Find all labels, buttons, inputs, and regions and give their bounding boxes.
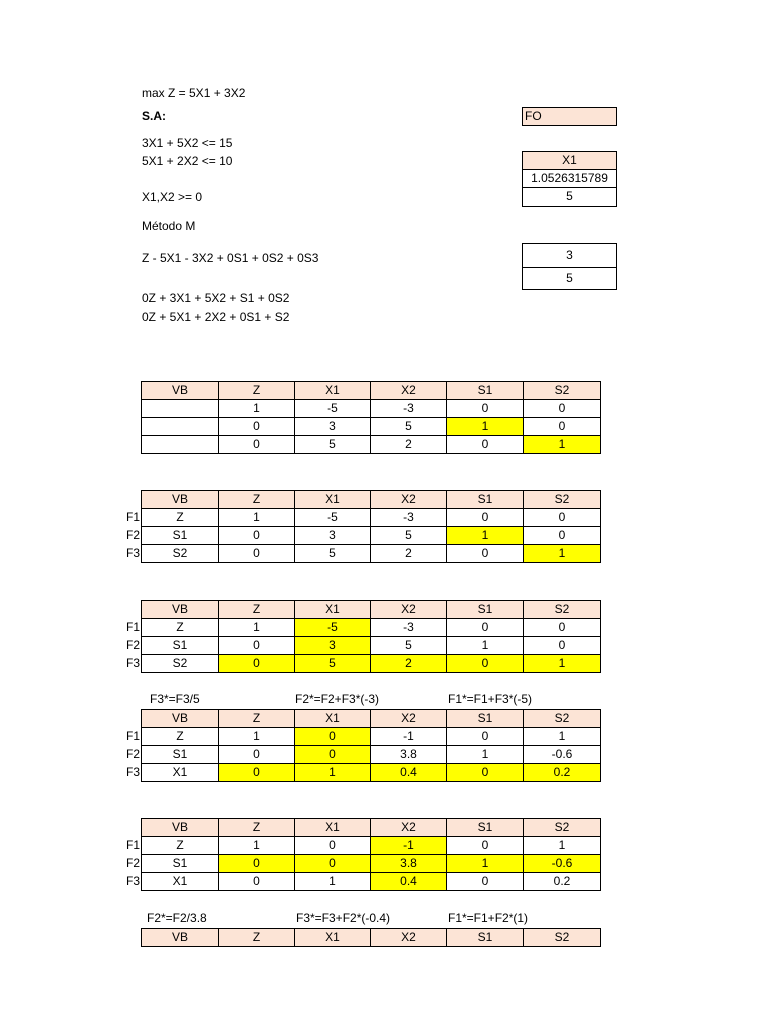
column-header[interactable]: S1 xyxy=(447,601,524,619)
table-cell[interactable]: S1 xyxy=(142,746,219,764)
table-cell[interactable]: 1 xyxy=(447,527,524,545)
x1-second-value-cell[interactable]: 5 xyxy=(522,187,617,207)
column-header[interactable]: VB xyxy=(142,710,219,728)
column-header[interactable]: VB xyxy=(142,382,219,400)
table-cell[interactable]: 1 xyxy=(295,873,371,891)
table-cell[interactable]: 0 xyxy=(524,619,601,637)
table-cell[interactable]: 0 xyxy=(447,837,524,855)
table-cell[interactable]: 0 xyxy=(219,655,295,673)
table-cell[interactable]: 2 xyxy=(371,655,447,673)
row-label: F1 xyxy=(125,729,140,743)
column-header[interactable]: X2 xyxy=(371,601,447,619)
table-cell[interactable]: 0 xyxy=(295,855,371,873)
column-header[interactable]: X2 xyxy=(371,710,447,728)
constraint-2: 5X1 + 2X2 <= 10 xyxy=(142,154,233,168)
table-cell[interactable]: -1 xyxy=(371,728,447,746)
simplex-table xyxy=(141,381,601,454)
subject-to-label: S.A: xyxy=(142,109,166,123)
table-cell[interactable]: Z xyxy=(142,837,219,855)
table-cell[interactable]: 0 xyxy=(295,837,371,855)
operation-note: F3*=F3+F2*(-0.4) xyxy=(296,911,391,925)
column-header[interactable]: Z xyxy=(219,382,295,400)
table-cell[interactable]: 0 xyxy=(524,509,601,527)
table-cell[interactable]: -3 xyxy=(371,619,447,637)
table-cell[interactable]: 3.8 xyxy=(371,746,447,764)
table-cell[interactable]: 0 xyxy=(219,855,295,873)
table-cell[interactable]: 0 xyxy=(295,728,371,746)
simplex-table xyxy=(141,600,601,673)
column-header[interactable]: S1 xyxy=(447,819,524,837)
table-cell[interactable]: -1 xyxy=(371,837,447,855)
table-cell[interactable]: 5 xyxy=(295,655,371,673)
table-cell[interactable]: 0 xyxy=(447,400,524,418)
table-cell[interactable]: 1 xyxy=(219,509,295,527)
table-cell[interactable]: -0.6 xyxy=(524,855,601,873)
table-cell[interactable]: X1 xyxy=(142,873,219,891)
table-cell[interactable]: X1 xyxy=(142,764,219,782)
table-cell[interactable]: -5 xyxy=(295,509,371,527)
table-cell[interactable]: 3 xyxy=(295,418,371,436)
table-header-row xyxy=(142,710,601,728)
table-cell[interactable]: -0.6 xyxy=(524,746,601,764)
column-header[interactable]: X2 xyxy=(371,491,447,509)
table-row xyxy=(142,509,601,527)
table-cell[interactable] xyxy=(142,418,219,436)
column-header[interactable]: X2 xyxy=(371,929,447,947)
table-row xyxy=(142,837,601,855)
table-cell[interactable]: Z xyxy=(142,619,219,637)
column-header[interactable]: X1 xyxy=(295,382,371,400)
row-label: F2 xyxy=(125,638,140,652)
table-cell[interactable]: S1 xyxy=(142,855,219,873)
operation-note: F3*=F3/5 xyxy=(150,692,200,706)
table-row xyxy=(142,545,601,563)
table-cell[interactable]: 1 xyxy=(447,637,524,655)
table-cell[interactable] xyxy=(142,436,219,454)
simplex-table xyxy=(141,490,601,563)
table-cell[interactable]: -3 xyxy=(371,400,447,418)
column-header[interactable]: X2 xyxy=(371,819,447,837)
nonnegativity-constraint: X1,X2 >= 0 xyxy=(142,190,203,204)
table-cell[interactable]: 5 xyxy=(295,436,371,454)
result-cell-2[interactable]: 5 xyxy=(522,267,617,290)
table-cell[interactable]: 0 xyxy=(524,637,601,655)
table-cell[interactable]: 0 xyxy=(219,436,295,454)
column-header[interactable]: Z xyxy=(219,819,295,837)
table-cell[interactable]: 0 xyxy=(219,637,295,655)
table-cell[interactable]: 5 xyxy=(295,545,371,563)
simplex-table xyxy=(141,818,601,891)
result-cell-1[interactable]: 3 xyxy=(522,243,617,268)
table-row xyxy=(142,855,601,873)
column-header[interactable]: S1 xyxy=(447,710,524,728)
table-cell[interactable]: 1 xyxy=(524,436,601,454)
table-row xyxy=(142,873,601,891)
column-header[interactable]: S1 xyxy=(447,382,524,400)
table-header-row xyxy=(142,382,601,400)
simplex-table xyxy=(141,709,601,782)
table-cell[interactable]: 1 xyxy=(219,619,295,637)
table-cell[interactable]: 0 xyxy=(219,418,295,436)
row-label: F3 xyxy=(125,874,140,888)
column-header[interactable]: VB xyxy=(142,491,219,509)
table-row xyxy=(142,400,601,418)
table-cell[interactable]: 5 xyxy=(371,637,447,655)
objective-text: max Z = 5X1 + 3X2 xyxy=(142,86,246,100)
table-row xyxy=(142,728,601,746)
table-cell[interactable]: 0 xyxy=(447,545,524,563)
table-cell[interactable]: 1 xyxy=(295,764,371,782)
table-row xyxy=(142,637,601,655)
column-header[interactable]: S2 xyxy=(524,710,601,728)
table-row xyxy=(142,655,601,673)
x1-header-cell[interactable]: X1 xyxy=(522,151,617,170)
table-row xyxy=(142,436,601,454)
table-cell[interactable]: 0 xyxy=(524,400,601,418)
table-cell[interactable]: -5 xyxy=(295,400,371,418)
column-header[interactable]: S2 xyxy=(524,819,601,837)
table-cell[interactable]: 1 xyxy=(219,728,295,746)
table-cell[interactable]: 1 xyxy=(524,728,601,746)
table-cell[interactable]: -5 xyxy=(295,619,371,637)
table-cell[interactable]: 0 xyxy=(524,527,601,545)
table-cell[interactable]: 1 xyxy=(524,545,601,563)
table-cell[interactable]: 1 xyxy=(447,855,524,873)
table-header-row xyxy=(142,491,601,509)
column-header[interactable]: Z xyxy=(219,929,295,947)
simplex-table xyxy=(141,928,601,947)
table-cell[interactable]: 0 xyxy=(219,764,295,782)
table-cell[interactable]: 2 xyxy=(371,545,447,563)
table-cell[interactable]: 1 xyxy=(219,400,295,418)
column-header[interactable]: Z xyxy=(219,601,295,619)
row-label: F3 xyxy=(125,765,140,779)
table-row xyxy=(142,527,601,545)
table-cell[interactable]: 1 xyxy=(447,418,524,436)
fo-cell[interactable]: FO xyxy=(522,107,617,126)
table-cell[interactable]: 1 xyxy=(524,837,601,855)
table-cell[interactable]: 0 xyxy=(295,746,371,764)
table-cell[interactable]: 5 xyxy=(371,527,447,545)
column-header[interactable]: S2 xyxy=(524,491,601,509)
table-cell[interactable]: S1 xyxy=(142,527,219,545)
column-header[interactable]: X1 xyxy=(295,929,371,947)
row-label: F3 xyxy=(125,656,140,670)
constraint-1: 3X1 + 5X2 <= 15 xyxy=(142,136,233,150)
table-cell[interactable]: 0.2 xyxy=(524,873,601,891)
column-header[interactable]: X1 xyxy=(295,601,371,619)
table-cell[interactable]: 0.4 xyxy=(371,764,447,782)
row-label: F2 xyxy=(125,856,140,870)
table-cell[interactable]: 1 xyxy=(447,746,524,764)
table-header-row xyxy=(142,929,601,947)
table-row xyxy=(142,764,601,782)
table-cell[interactable]: S2 xyxy=(142,655,219,673)
table-cell[interactable]: 0 xyxy=(447,764,524,782)
equation-1: 0Z + 3X1 + 5X2 + S1 + 0S2 xyxy=(142,291,290,305)
column-header[interactable]: Z xyxy=(219,491,295,509)
column-header[interactable]: S2 xyxy=(524,929,601,947)
table-row xyxy=(142,418,601,436)
table-cell[interactable]: 0 xyxy=(219,746,295,764)
table-cell[interactable]: Z xyxy=(142,509,219,527)
operation-note: F2*=F2+F3*(-3) xyxy=(295,692,380,706)
table-cell[interactable]: 0.2 xyxy=(524,764,601,782)
operation-note: F1*=F1+F2*(1) xyxy=(448,911,529,925)
table-cell[interactable]: 0 xyxy=(447,728,524,746)
z-equation: Z - 5X1 - 3X2 + 0S1 + 0S2 + 0S3 xyxy=(142,251,319,265)
table-cell[interactable]: 2 xyxy=(371,436,447,454)
column-header[interactable]: X1 xyxy=(295,819,371,837)
column-header[interactable]: VB xyxy=(142,601,219,619)
operation-note: F1*=F1+F3*(-5) xyxy=(448,692,533,706)
row-label: F1 xyxy=(125,620,140,634)
table-row xyxy=(142,619,601,637)
table-cell[interactable]: 0 xyxy=(447,509,524,527)
row-label: F2 xyxy=(125,747,140,761)
table-cell[interactable]: 3 xyxy=(295,637,371,655)
table-cell[interactable]: 0 xyxy=(447,436,524,454)
method-label: Método M xyxy=(142,219,196,233)
x1-value-cell[interactable]: 1.0526315789 xyxy=(522,169,617,188)
table-cell[interactable]: S1 xyxy=(142,637,219,655)
table-cell[interactable] xyxy=(142,400,219,418)
table-cell[interactable]: 1 xyxy=(524,655,601,673)
column-header[interactable]: S1 xyxy=(447,491,524,509)
table-cell[interactable]: 0 xyxy=(524,418,601,436)
table-cell[interactable]: Z xyxy=(142,728,219,746)
equation-2: 0Z + 5X1 + 2X2 + 0S1 + S2 xyxy=(142,310,290,324)
table-header-row xyxy=(142,601,601,619)
table-cell[interactable]: 5 xyxy=(371,418,447,436)
table-cell[interactable]: 0 xyxy=(219,873,295,891)
column-header[interactable]: S1 xyxy=(447,929,524,947)
row-label: F2 xyxy=(125,528,140,542)
column-header[interactable]: VB xyxy=(142,929,219,947)
table-cell[interactable]: 0 xyxy=(219,527,295,545)
column-header[interactable]: Z xyxy=(219,710,295,728)
table-cell[interactable]: 0 xyxy=(447,655,524,673)
table-cell[interactable]: 0 xyxy=(447,873,524,891)
column-header[interactable]: X1 xyxy=(295,710,371,728)
table-cell[interactable]: 3.8 xyxy=(371,855,447,873)
table-cell[interactable]: 1 xyxy=(219,837,295,855)
table-cell[interactable]: 0 xyxy=(219,545,295,563)
table-cell[interactable]: -3 xyxy=(371,509,447,527)
table-cell[interactable]: 3 xyxy=(295,527,371,545)
row-label: F1 xyxy=(125,838,140,852)
row-label: F1 xyxy=(125,510,140,524)
table-cell[interactable]: S2 xyxy=(142,545,219,563)
column-header[interactable]: VB xyxy=(142,819,219,837)
table-row xyxy=(142,746,601,764)
column-header[interactable]: S2 xyxy=(524,382,601,400)
row-label: F3 xyxy=(125,546,140,560)
table-header-row xyxy=(142,819,601,837)
table-cell[interactable]: 0 xyxy=(447,619,524,637)
column-header[interactable]: X2 xyxy=(371,382,447,400)
table-cell[interactable]: 0.4 xyxy=(371,873,447,891)
column-header[interactable]: X1 xyxy=(295,491,371,509)
column-header[interactable]: S2 xyxy=(524,601,601,619)
operation-note: F2*=F2/3.8 xyxy=(147,911,207,925)
